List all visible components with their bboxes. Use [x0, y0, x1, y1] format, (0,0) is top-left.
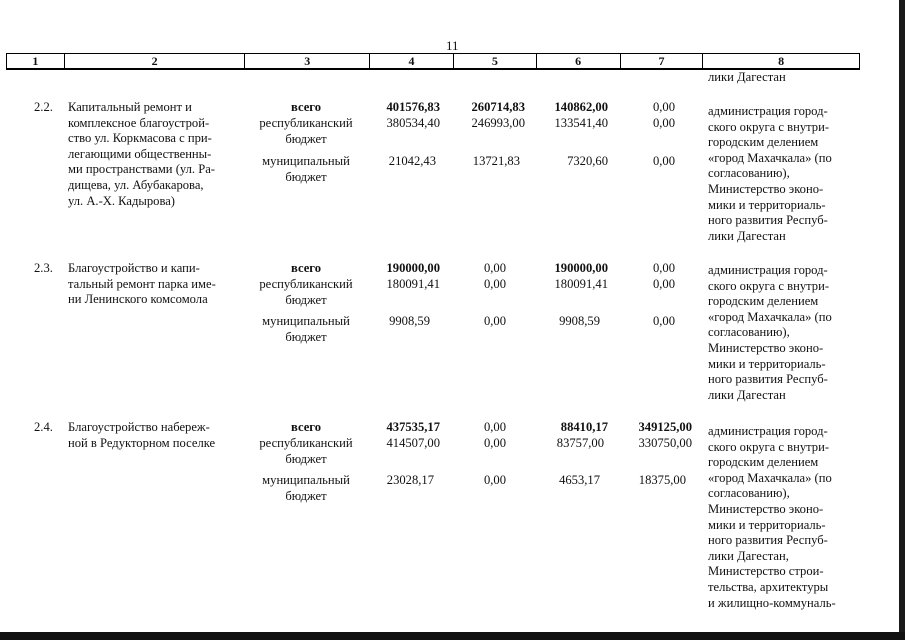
source-label: всего: [291, 100, 321, 114]
value-col7: 330750,00: [638, 436, 692, 450]
executor-text: [708, 424, 853, 611]
executor-text: [708, 263, 853, 403]
value-col5: 0,00: [483, 436, 506, 450]
executor-line: согласованию),: [708, 325, 790, 340]
value-col4: 9908,59: [389, 314, 430, 328]
executor-line: «город Махачкала» (по: [708, 309, 832, 324]
executor-line: согласованию),: [708, 486, 790, 501]
value-col6: 133541,40: [554, 116, 608, 130]
executor-line: Министерство эконо-: [708, 340, 824, 355]
executor-line: тельства, архитектуры: [708, 579, 829, 594]
value-col4: 414507,00: [386, 436, 440, 450]
row-number: 2.4.: [34, 420, 53, 434]
value-col5: 0,00: [483, 277, 506, 291]
value-col7: 349125,00: [638, 420, 692, 434]
executor-line: и жилищно-коммуналь-: [708, 595, 836, 610]
header-col-8: 8: [778, 54, 785, 68]
value-col5: 0,00: [483, 473, 506, 487]
value-col6: 4653,17: [559, 473, 600, 487]
value-col5: 0,00: [483, 314, 506, 328]
carryover-text: лики Дагестан: [708, 70, 786, 84]
executor-line: Министерство строи-: [708, 564, 824, 579]
executor-line: лики Дагестан: [708, 228, 786, 243]
header-col-5: 5: [454, 54, 537, 68]
header-col-4: 4: [370, 54, 454, 68]
value-col6: 9908,59: [559, 314, 600, 328]
row-number: 2.2.: [34, 100, 53, 114]
executor-line: ного развития Респуб-: [708, 213, 828, 228]
executor-line: городским делением: [708, 455, 819, 470]
scan-edge-right: [899, 0, 905, 640]
executor-line: мики и территориаль-: [708, 356, 826, 371]
executor-line: городским делением: [708, 294, 819, 309]
row-description: [68, 261, 240, 308]
row-number: 2.3.: [34, 261, 53, 275]
executor-line: Министерство эконо-: [708, 181, 824, 196]
source-label: всего: [291, 261, 321, 275]
header-col-2: 2: [65, 54, 246, 68]
header-col-6: 6: [537, 54, 621, 68]
value-col6: 7320,60: [567, 154, 608, 168]
value-col7: 0,00: [652, 261, 675, 275]
executor-text: [708, 104, 853, 244]
executor-line: ского округа с внутри-: [708, 119, 830, 134]
executor-line: «город Махачкала» (по: [708, 150, 832, 165]
value-col7: 0,00: [652, 100, 675, 114]
value-col6: 88410,17: [560, 420, 608, 434]
description-line: дищева, ул. Абубакарова,: [68, 177, 204, 192]
executor-line: городским делением: [708, 135, 819, 150]
value-col4: 401576,83: [386, 100, 440, 114]
row-description: [68, 420, 240, 451]
scan-edge-bottom: [0, 632, 905, 640]
source-label: республиканский бюджет: [259, 277, 353, 307]
header-col-7: 7: [621, 54, 704, 68]
executor-line: согласованию),: [708, 166, 790, 181]
row-description: [68, 100, 240, 209]
executor-line: ного развития Респуб-: [708, 533, 828, 548]
value-col6: 140862,00: [554, 100, 608, 114]
description-line: ной в Редукторном поселке: [68, 435, 216, 450]
value-col4: 437535,17: [386, 420, 440, 434]
description-line: ул. А.-Х. Кадырова): [68, 193, 176, 208]
value-col5: 0,00: [483, 261, 506, 275]
executor-line: ского округа с внутри-: [708, 439, 830, 454]
description-line: Благоустройство и капи-: [68, 261, 200, 275]
description-line: Благоустройство набереж-: [68, 420, 210, 434]
value-col7: 0,00: [652, 314, 675, 328]
source-label: республиканский бюджет: [259, 436, 353, 466]
value-col4: 180091,41: [386, 277, 440, 291]
description-line: легающими общественны-: [68, 146, 212, 161]
description-line: комплексное благоустрой-: [68, 115, 210, 130]
value-col5: 246993,00: [471, 116, 525, 130]
description-line: Капитальный ремонт и: [68, 100, 192, 114]
page-number: 11: [446, 38, 459, 53]
value-col6: 180091,41: [554, 277, 608, 291]
executor-line: администрация город-: [708, 263, 828, 277]
executor-line: администрация город-: [708, 104, 828, 118]
executor-line: ского округа с внутри-: [708, 278, 830, 293]
table-header: [6, 53, 860, 69]
executor-line: «город Махачкала» (по: [708, 470, 832, 485]
description-line: ми пространствами (ул. Ра-: [68, 162, 216, 177]
value-col4: 23028,17: [386, 473, 434, 487]
source-label: всего: [291, 420, 321, 434]
value-col7: 0,00: [652, 116, 675, 130]
value-col5: 0,00: [483, 420, 506, 434]
value-col4: 380534,40: [386, 116, 440, 130]
value-col7: 18375,00: [638, 473, 686, 487]
executor-line: мики и территориаль-: [708, 197, 826, 212]
value-col7: 0,00: [652, 154, 675, 168]
executor-line: лики Дагестан,: [708, 548, 789, 563]
value-col4: 190000,00: [386, 261, 440, 275]
description-line: ни Ленинского комсомола: [68, 292, 208, 307]
source-label: муниципальный бюджет: [262, 473, 350, 503]
description-line: тальный ремонт парка име-: [68, 276, 216, 291]
executor-line: администрация город-: [708, 424, 828, 438]
value-col6: 190000,00: [554, 261, 608, 275]
executor-line: мики и территориаль-: [708, 517, 826, 532]
header-col-1: 1: [7, 54, 65, 68]
executor-line: ного развития Респуб-: [708, 372, 828, 387]
executor-line: лики Дагестан: [708, 387, 786, 402]
source-label: муниципальный бюджет: [262, 314, 350, 344]
source-label: республиканский бюджет: [259, 116, 353, 146]
value-col5: 13721,83: [472, 154, 520, 168]
value-col7: 0,00: [652, 277, 675, 291]
executor-line: Министерство эконо-: [708, 501, 824, 516]
description-line: ство ул. Коркмасова с при-: [68, 131, 212, 146]
source-label: муниципальный бюджет: [262, 154, 350, 184]
header-col-3: 3: [245, 54, 370, 68]
value-col6: 83757,00: [556, 436, 604, 450]
value-col4: 21042,43: [388, 154, 436, 168]
value-col5: 260714,83: [471, 100, 525, 114]
